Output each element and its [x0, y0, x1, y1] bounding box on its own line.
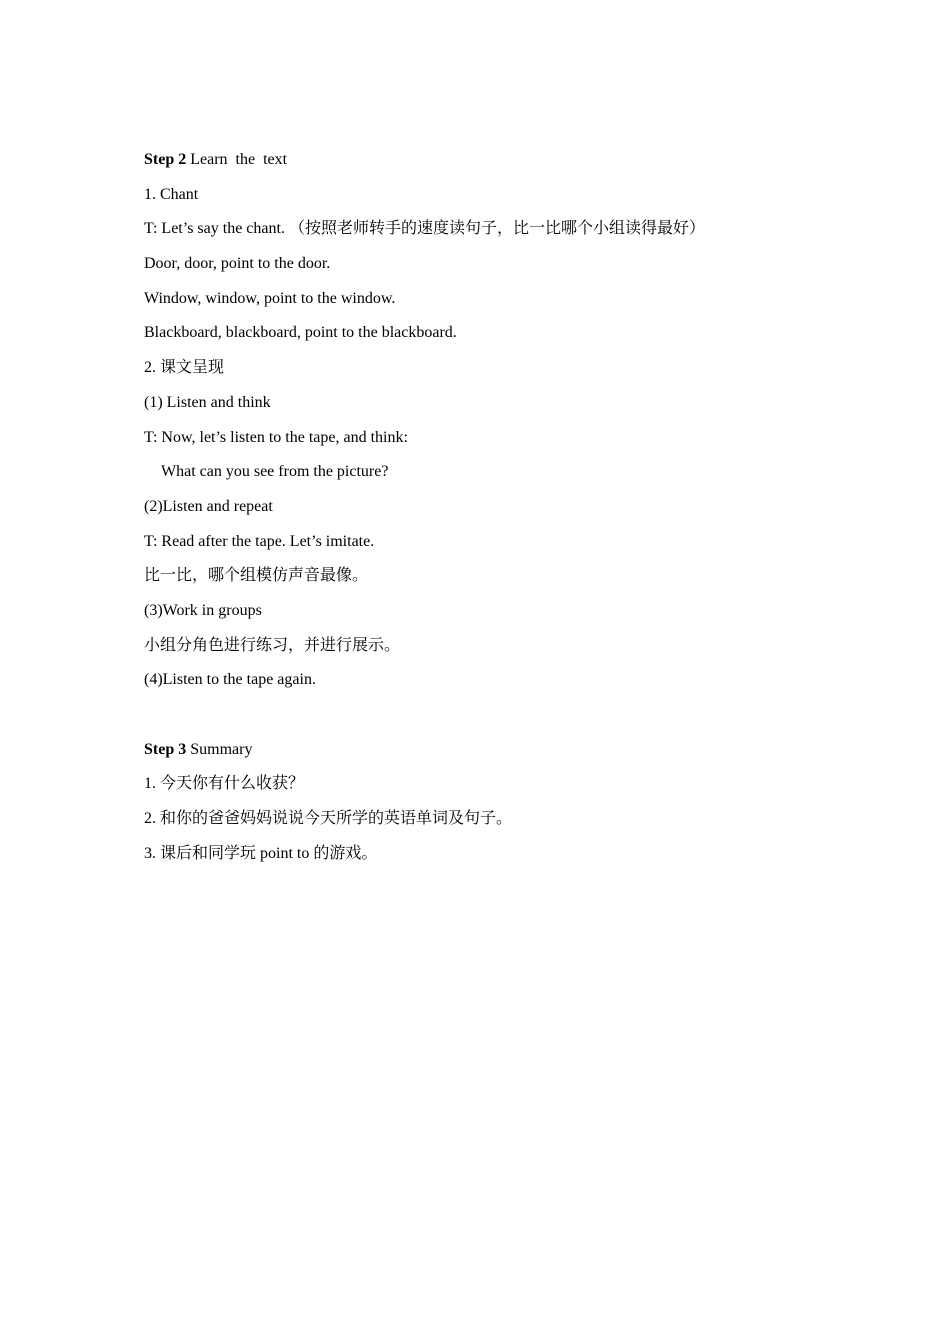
- step2-heading-title: Learn the text: [186, 151, 288, 168]
- step3-heading-label: Step 3: [144, 740, 187, 758]
- chant-instruction: T: Let’s say the chant. （按照老师转手的速度读句子，比一比哪个小组读得最好）: [144, 220, 705, 238]
- lesson-content: [144, 150, 824, 878]
- chant-line-window: Window, window, point to the window.: [144, 289, 396, 307]
- listen-repeat-heading: (2)Listen and repeat: [144, 497, 273, 515]
- step3-heading: [144, 740, 824, 760]
- chant-line-blackboard: Blackboard, blackboard, point to the blackboard.: [144, 324, 457, 342]
- summary-item-1: 1. 今天你有什么收获？: [144, 775, 305, 793]
- repeat-note: 比一比，哪个组模仿声音最像。: [144, 567, 369, 585]
- blank-line: [144, 705, 824, 725]
- chant-line-door: Door, door, point to the door.: [144, 255, 331, 273]
- summary-item-3: 3. 课后和同学玩 point to 的游戏。: [144, 844, 378, 862]
- step2-heading: [144, 150, 824, 170]
- listen-question: What can you see from the picture?: [161, 463, 389, 481]
- groups-heading: (3)Work in groups: [144, 601, 262, 619]
- step3-heading-title: Summary: [186, 740, 253, 758]
- summary-item-2: 2. 和你的爸爸妈妈说说今天所学的英语单词及句子。: [144, 810, 513, 828]
- repeat-prompt: T: Read after the tape. Let’s imitate.: [144, 532, 375, 550]
- groups-note: 小组分角色进行练习，并进行展示。: [144, 636, 401, 654]
- chant-title: 1. Chant: [144, 185, 199, 203]
- listen-think-heading: (1) Listen and think: [144, 393, 271, 411]
- step2-heading-label: Step 2: [144, 151, 187, 168]
- text-presentation-title: 2. 课文呈现: [144, 359, 225, 377]
- listen-prompt: T: Now, let’s listen to the tape, and think:: [144, 428, 408, 446]
- listen-again-heading: (4)Listen to the tape again.: [144, 671, 316, 689]
